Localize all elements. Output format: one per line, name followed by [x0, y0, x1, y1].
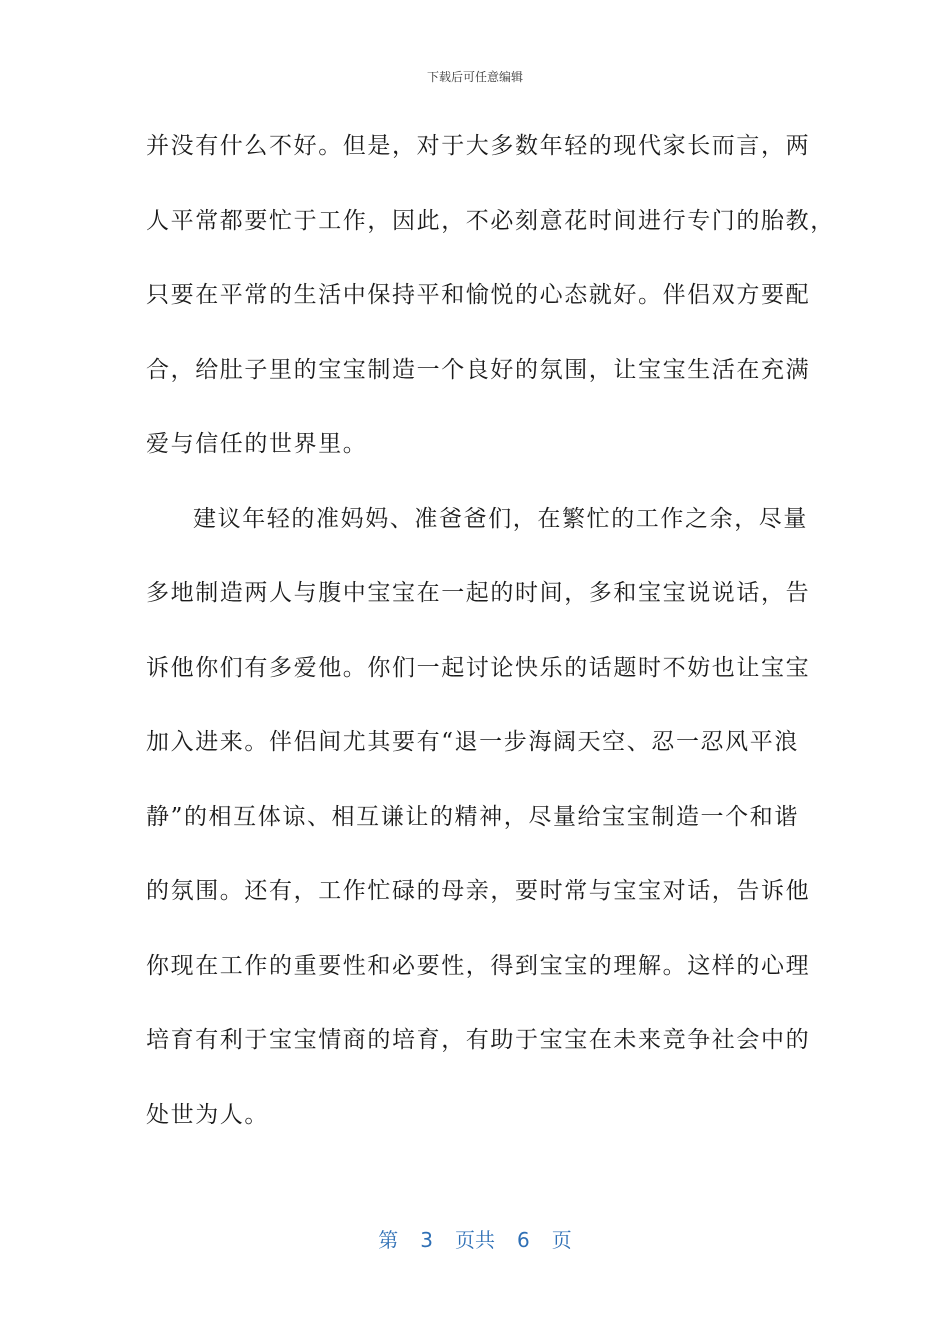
page-header: 下载后可任意编辑: [426, 70, 523, 84]
page-label-mid: 页共: [455, 1228, 495, 1252]
paragraph-2-line-6: 的氛围。还有，工作忙碌的母亲，要时常与宝宝对话，告诉他: [146, 878, 811, 904]
paragraph-2-line-8: 培育有利于宝宝情商的培育，有助于宝宝在未来竞争社会中的: [146, 1027, 811, 1053]
paragraph-1-line-3: 只要在平常的生活中保持平和愉悦的心态就好。伴侣双方要配: [146, 282, 811, 308]
paragraph-2-line-7: 你现在工作的重要性和必要性，得到宝宝的理解。这样的心理: [146, 952, 811, 979]
paragraph-2-line-2: 多地制造两人与腹中宝宝在一起的时间，多和宝宝说说话，告: [146, 580, 811, 606]
total-pages-number: 6: [517, 1228, 530, 1252]
page-label-suffix: 页: [551, 1228, 572, 1252]
paragraph-2-line-1: 建议年轻的准妈妈、准爸爸们，在繁忙的工作之余，尽量: [193, 505, 808, 532]
current-page-number: 3: [420, 1228, 433, 1252]
document-body: [146, 120, 835, 1163]
paragraph-1-line-1: 并没有什么不好。但是，对于大多数年轻的现代家长而言，两: [146, 133, 811, 159]
paragraph-1-line-2: 人平常都要忙于工作，因此，不必刻意花时间进行专门的胎教，: [146, 207, 835, 234]
page-footer: [0, 1224, 950, 1253]
paragraph-2-line-3: 诉他你们有多爱他。你们一起讨论快乐的话题时不妨也让宝宝: [146, 654, 811, 681]
paragraph-2-line-4: 加入进来。伴侣间尤其要有“退一步海阔天空、忍一忍风平浪: [146, 729, 799, 755]
paragraph-1-line-5: 爱与信任的世界里。: [146, 431, 368, 457]
paragraph-2-line-5: 静”的相互体谅、相互谦让的精神，尽量给宝宝制造一个和谐: [146, 803, 799, 830]
paragraph-2-line-9: 处世为人。: [146, 1101, 269, 1128]
page-label-prefix: 第: [378, 1228, 399, 1252]
paragraph-1-line-4: 合，给肚子里的宝宝制造一个良好的氛围，让宝宝生活在充满: [146, 356, 811, 383]
